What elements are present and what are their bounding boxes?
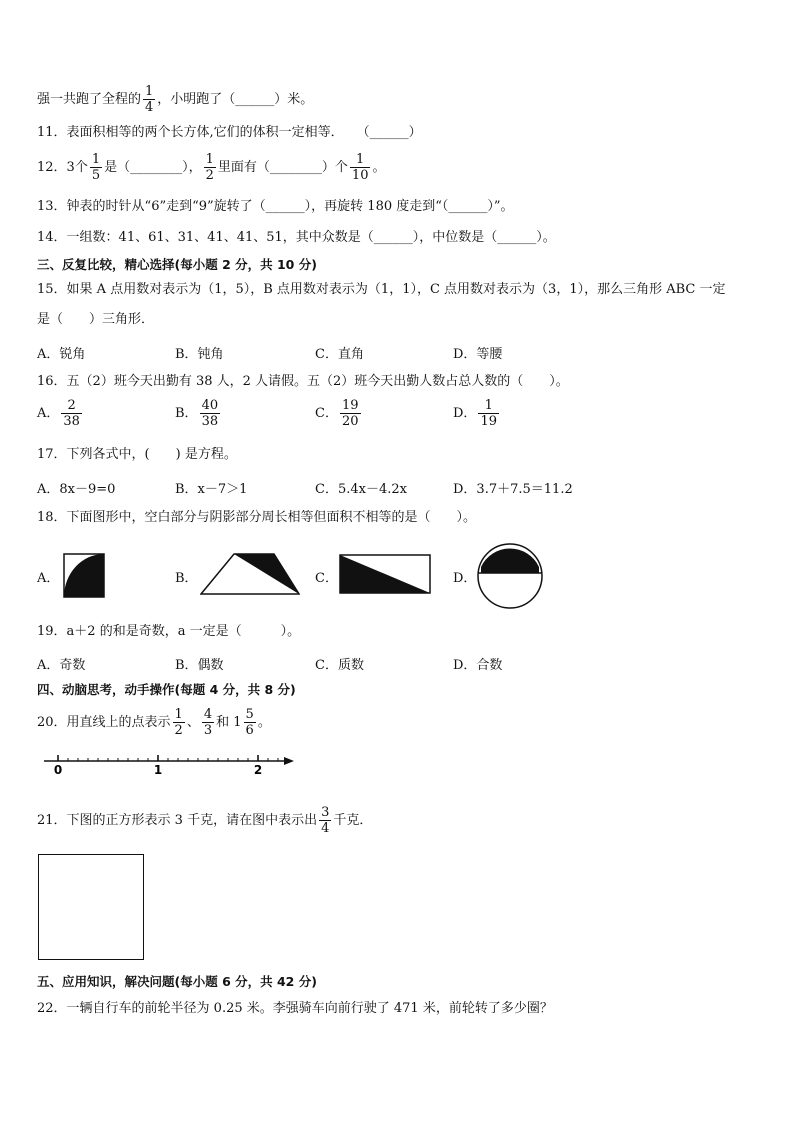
frac-num: 1 <box>205 152 214 167</box>
frac-den: 3 <box>203 723 213 738</box>
fraction-3-4 <box>319 805 331 836</box>
q18-option-a-label: A． <box>37 571 60 586</box>
question-15-line-2: 是（ ）三角形． <box>37 312 155 327</box>
q12-part-3: 里面有（________）个 <box>217 160 348 175</box>
q21-part-2: 千克． <box>333 813 373 828</box>
q18-option-b-label: B． <box>175 571 198 586</box>
fraction-19-20 <box>340 398 361 429</box>
q19-option-a: A．奇数 <box>37 658 86 673</box>
q20-part-3: 和 1 <box>216 715 242 730</box>
question-22: 22．一辆自行车的前轮半径为 0.25 米。李强骑车向前行驶了 471 米，前轮转了多少圈？ <box>37 1001 553 1016</box>
frac-num: 1 <box>174 707 183 722</box>
frac-num: 5 <box>245 707 254 722</box>
q19-option-d: D．合数 <box>453 658 503 673</box>
q17-option-b: B．x－7＞1 <box>175 482 248 497</box>
square-figure <box>38 854 144 960</box>
question-17: 17．下列各式中，( ) 是方程。 <box>37 447 237 462</box>
q17-option-c: C．5.4x－4.2x <box>315 482 407 497</box>
q17-option-d: D．3.7＋7.5＝11.2 <box>453 482 573 497</box>
number-line-label-1: 1 <box>153 763 163 776</box>
q12-part-1: 12．3个 <box>37 160 88 175</box>
fraction-2-38 <box>61 398 82 429</box>
option-label: B． <box>175 406 198 421</box>
frac-den: 6 <box>245 723 254 738</box>
q20-part-2: 、 <box>186 715 200 730</box>
frac-num: 1 <box>478 398 499 414</box>
frac-den: 2 <box>205 168 214 183</box>
frac-den: 4 <box>145 100 154 115</box>
fraction-1-5 <box>90 152 102 183</box>
question-19: 19．a＋2 的和是奇数，a 一定是（ ）。 <box>37 624 301 639</box>
question-15-line-1: 15．如果 A 点用数对表示为（1，5），B 点用数对表示为（1，1），C 点用数对表示为（3，1），那么三角形 ABC 一定 <box>37 282 726 297</box>
q20-part-4: 。 <box>257 715 271 730</box>
question-21 <box>37 805 372 836</box>
question-13: 13．钟表的时针从“6”走到“9”旋转了（______），再旋转 180 度走到“（______）”。 <box>37 199 514 214</box>
q16-option-c <box>315 398 363 429</box>
frac-num: 2 <box>61 398 82 414</box>
q15-option-d: D．等腰 <box>453 347 503 362</box>
section-3-heading: 三、反复比较，精心选择(每小题 2 分，共 10 分) <box>37 257 317 272</box>
frac-den: 38 <box>201 414 219 429</box>
option-label: D． <box>453 406 477 421</box>
frac-num: 40 <box>201 398 219 413</box>
q10-text-before: 强一共跑了全程的 <box>37 92 142 107</box>
q18-option-c-label: C． <box>315 571 338 586</box>
frac-num: 1 <box>91 152 101 167</box>
trapezoid-figure <box>200 553 300 595</box>
frac-den: 20 <box>341 414 359 429</box>
quarter-circle-square-figure <box>63 553 105 598</box>
question-16: 16．五（2）班今天出勤有 38 人，2 人请假。五（2）班今天出勤人数占总人数的（ ）。 <box>37 374 569 389</box>
section-4-heading: 四、动脑思考，动手操作(每题 4 分，共 8 分) <box>37 682 296 697</box>
q17-option-a: A．8x－9=0 <box>37 482 116 497</box>
q19-option-b: B．偶数 <box>175 658 224 673</box>
q20-part-1: 20．用直线上的点表示 <box>37 715 171 730</box>
frac-den: 2 <box>174 723 183 738</box>
question-11: 11．表面积相等的两个长方体,它们的体积一定相等． （______） <box>37 125 422 140</box>
fraction-1-2 <box>173 707 185 738</box>
number-line-label-0: 0 <box>53 763 63 776</box>
q10-tail <box>37 84 313 115</box>
fraction-1-4 <box>143 84 155 115</box>
q10-text-after: ，小明跑了（______）米。 <box>157 92 314 107</box>
option-label: A． <box>37 406 60 421</box>
rectangle-diagonal-figure <box>339 554 431 594</box>
fraction-5-6 <box>244 707 256 738</box>
frac-den: 5 <box>91 168 101 183</box>
q15-option-b: B．钝角 <box>175 347 224 362</box>
fraction-1-2 <box>204 152 216 183</box>
q16-option-b <box>175 398 222 429</box>
number-line <box>40 750 295 776</box>
frac-den: 19 <box>480 414 497 429</box>
q19-option-c: C．质数 <box>315 658 364 673</box>
option-label: C． <box>315 406 338 421</box>
frac-den: 10 <box>351 168 369 183</box>
question-12 <box>37 152 385 183</box>
number-line-label-2: 2 <box>253 763 263 776</box>
q15-option-a: A．锐角 <box>37 347 86 362</box>
frac-den: 38 <box>63 414 80 429</box>
section-5-heading: 五、应用知识，解决问题(每小题 6 分，共 42 分) <box>37 974 317 989</box>
frac-num: 19 <box>341 398 359 413</box>
question-14: 14．一组数：41、61、31、41、41、51，其中众数是（______），中位数是（______）。 <box>37 230 556 245</box>
q16-option-d <box>453 398 501 429</box>
q21-part-1: 21．下图的正方形表示 3 千克，请在图中表示出 <box>37 813 318 828</box>
fraction-4-3 <box>202 707 214 738</box>
fraction-40-38 <box>200 398 221 429</box>
question-18: 18．下面图形中，空白部分与阴影部分周长相等但面积不相等的是（ ）。 <box>37 510 477 525</box>
q12-part-2: 是（________）， <box>104 160 202 175</box>
q12-part-4: 。 <box>372 160 386 175</box>
q18-option-d-label: D． <box>453 571 477 586</box>
frac-den: 4 <box>321 821 330 836</box>
fraction-1-19 <box>478 398 499 429</box>
q15-option-c: C．直角 <box>315 347 364 362</box>
frac-num: 3 <box>321 805 330 820</box>
frac-num: 1 <box>350 152 371 168</box>
q16-option-a <box>37 398 84 429</box>
half-shaded-circle-figure <box>476 542 544 610</box>
frac-num: 4 <box>203 707 213 722</box>
fraction-1-10 <box>350 152 371 183</box>
question-20 <box>37 707 271 738</box>
frac-num: 1 <box>145 84 154 99</box>
number-line-arrow <box>284 757 294 765</box>
